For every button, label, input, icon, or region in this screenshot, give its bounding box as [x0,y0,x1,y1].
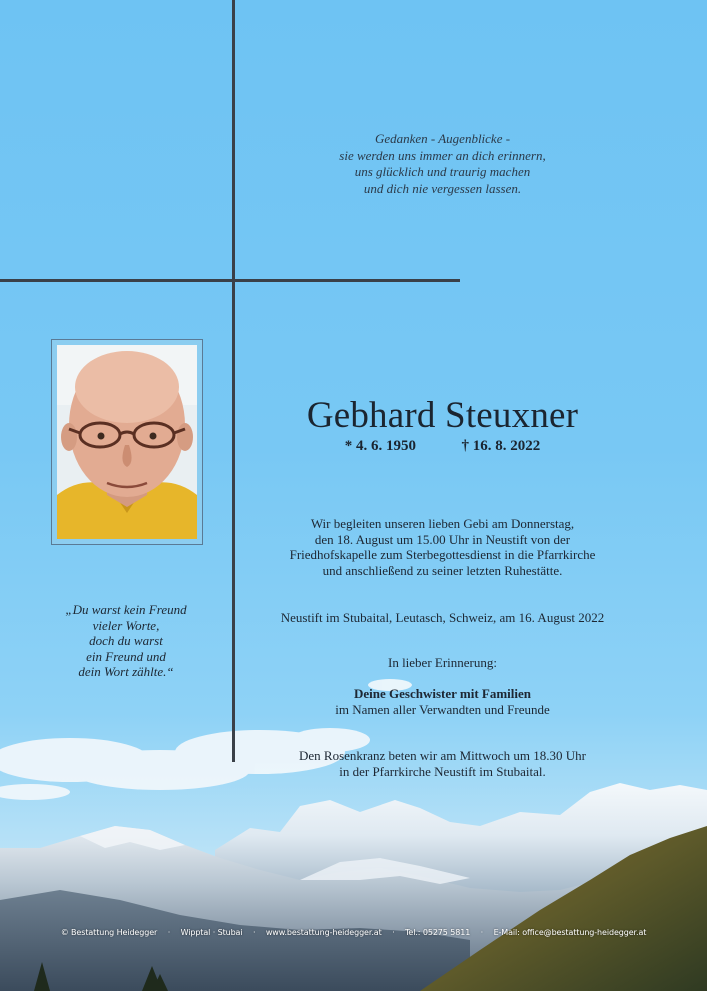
died-date: 16. 8. 2022 [472,438,541,454]
life-dates [255,438,630,455]
poem-line: und dich nie vergessen lassen. [363,180,522,196]
place-date-text: Neustift im Stubaital, Leutasch, Schweiz, am 16. August 2022 [280,610,605,625]
born-date: 4. 6. 1950 [356,438,416,454]
quote-line: ein Freund und [86,648,166,664]
memory-heading [250,655,635,671]
cross-vertical-beam [232,0,235,762]
family-main: Deine Geschwister mit Familien [353,686,532,701]
ceremony-line: den 18. August um 15.00 Uhr in Neustift von der [314,531,571,547]
place-date [250,610,635,626]
quote [40,602,212,680]
born-symbol: * [344,438,353,454]
deceased-name: Gebhard Steuxner [306,395,579,436]
ceremony-line: Friedhofskapelle zum Sterbegottesdienst in die Pfarrkirche [289,547,596,562]
footer-separator: · [167,928,171,937]
family-sub: im Namen aller Verwandten und Freunde [335,701,550,717]
ceremony-text [250,516,635,578]
footer-copyright: © Bestattung Heidegger [60,928,158,937]
quote-line: dein Wort zählte.“ [78,664,174,679]
footer-separator: · [392,928,395,937]
portrait-photo [57,345,197,539]
rosary-line: Den Rosenkranz beten wir am Mittwoch um 18.30 Uhr [298,748,587,763]
family-signature [250,686,635,717]
cross-horizontal-beam [0,279,460,282]
footer-region: Wipptal · Stubai [180,928,243,937]
ceremony-line: Wir begleiten unseren lieben Gebi am Donnerstag, [310,516,575,531]
poem [270,131,615,197]
portrait-frame [51,339,203,545]
poem-line: sie werden uns immer an dich erinnern, [339,147,546,163]
footer-email-link[interactable]: E-Mail: office@bestattung-heidegger.at [493,928,647,937]
rosary-line: in der Pfarrkirche Neustift im Stubaital. [339,763,546,779]
quote-line: vieler Worte, [92,617,160,633]
footer-contact [0,928,707,937]
died-symbol: † [461,438,469,454]
footer-website-link[interactable]: www.bestattung-heidegger.at [265,928,382,937]
memory-text: In lieber Erinnerung: [387,655,497,670]
footer-separator: · [252,928,256,937]
ceremony-line: und anschließend zu seiner letzten Ruhestätte. [322,562,563,578]
rosary-notice [250,748,635,779]
quote-line: doch du warst [89,633,163,648]
poem-line: uns glücklich und traurig machen [354,164,531,179]
poem-line: Gedanken - Augenblicke - [374,131,511,146]
footer-phone[interactable]: Tel.: 05275 5811 [404,928,471,937]
quote-line: „Du warst kein Freund [65,602,187,617]
footer-separator: · [480,928,484,937]
